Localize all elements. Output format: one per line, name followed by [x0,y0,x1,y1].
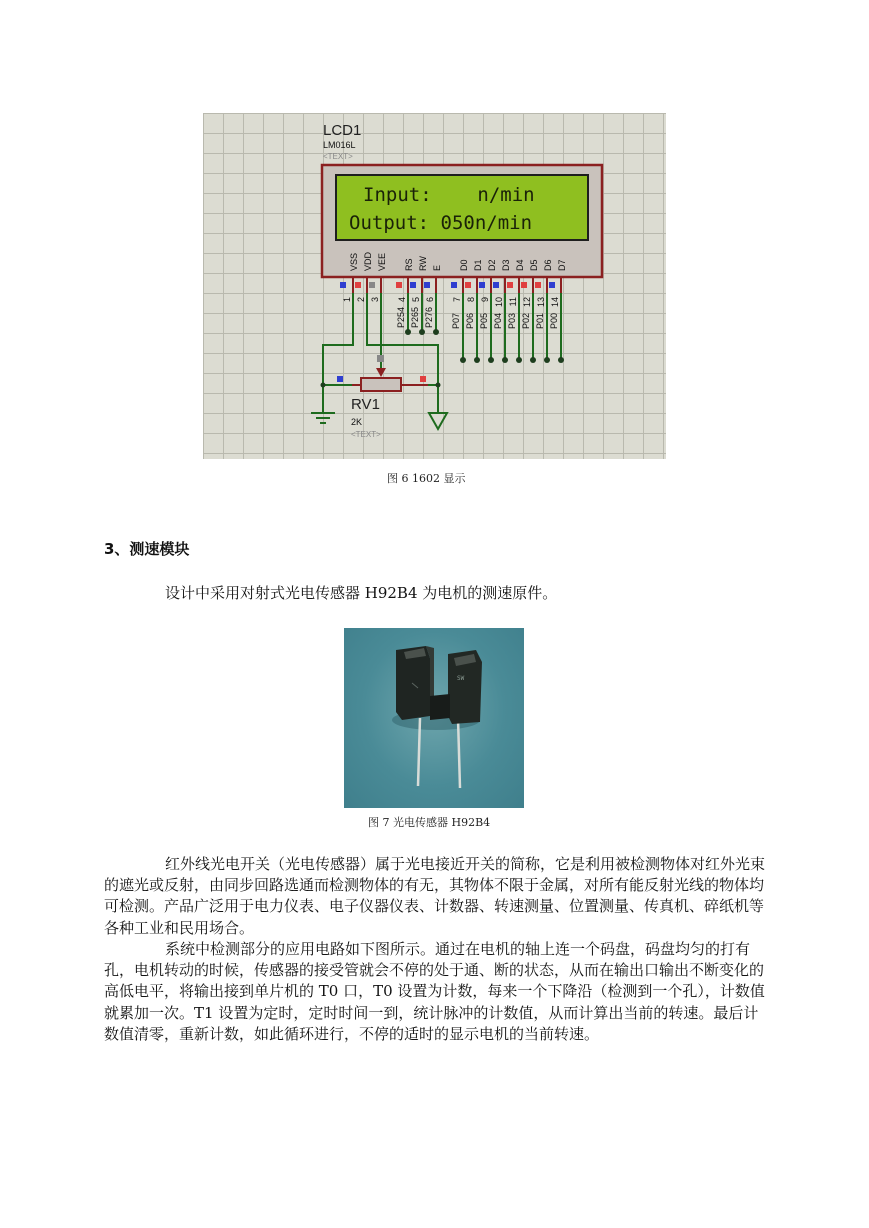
pin-number: 4 [397,297,407,303]
port-label: P05 [479,312,489,329]
lcd-text-tag: <TEXT> [323,152,353,161]
paragraph-1: 红外线光电开关（光电传感器）属于光电接近开关的简称，它是利用被检测物体对红外光束的遮光或反射，由同步回路选通而检测物体的有无，其物体不限于金属，对所有能反射光线的物体均可检测。产品广泛用于电力仪表、电子仪器仪表、计数器、转速测量、位置测量、传真机、碎纸机等各种工业和民用场合。 [104,855,766,937]
sensor-photo [344,628,524,808]
pin-label: D5 [529,259,539,271]
pot-wiper-marker [377,355,384,362]
pin-number: 14 [550,297,560,308]
pin-number-group [342,297,560,307]
figure-6-caption: 图 6 1602 显示 [387,472,466,485]
port-label: P276 [424,306,434,328]
port-label: P265 [410,306,420,328]
lcd-schematic-figure [203,113,666,459]
pin-label: D6 [543,259,553,271]
lcd-model: LM016L [323,140,356,150]
pin-number: 13 [536,297,546,308]
pin-number: 6 [425,297,435,303]
svg-text:SW: SW [457,675,465,682]
paragraph-2: 系统中检测部分的应用电路如下图所示。通过在电机的轴上连一个码盘，码盘均匀的打有孔，电机转动的时候，传感器的接受管就会不停的处于通、断的状态，从而在输出口输出不断变化的高低电平，将输出接到单片机的 T0 口，T0 设置为计数，每来一个下降沿（检测到一个孔），计数值就累加一次。T1 设置为定时，定时时间一到，统计脉冲的计数值，从而计算出当前的转速。最后计数值清零，重新计数，如此循环进行，不停的适时的显示电机的当前转速。 [104,940,765,1043]
pot-body [361,378,401,391]
port-label: P04 [493,312,503,329]
pin-state-markers [340,282,555,288]
pin-label: D1 [473,259,483,271]
pin-number: 7 [452,297,462,303]
pot-value: 2K [351,417,363,427]
pin-number: 12 [522,297,532,308]
ground-triangle-icon [429,413,447,429]
pin-label: RS [404,258,414,271]
port-label: P02 [521,312,531,329]
port-label: P01 [535,312,545,329]
pin-label: D2 [487,259,497,271]
pin-label: VEE [377,252,387,271]
pin-number: 10 [494,297,504,308]
port-label: P254 [396,306,406,328]
lcd-schematic [203,113,666,459]
figure-7-caption: 图 7 光电传感器 H92B4 [368,816,491,829]
pin-label: D7 [557,259,567,271]
port-label: P07 [451,312,461,329]
pot-wiper-arrow [376,368,386,377]
pin-state-marker [337,376,343,382]
section-heading: 3、测速模块 [104,540,190,558]
pin-label: RW [418,256,428,271]
pin-number: 8 [466,297,476,303]
port-label: P03 [507,312,517,329]
ground-icon [311,413,335,423]
pin-number: 5 [411,297,421,303]
pin-state-marker [420,376,426,382]
wires [323,293,561,413]
port-label: P06 [465,312,475,329]
lcd-name: LCD1 [323,122,362,139]
pot-name: RV1 [351,396,380,413]
pin-label: D4 [515,259,525,271]
pin-label: D0 [459,259,469,271]
pot-text-tag: <TEXT> [351,430,381,439]
pin-number: 9 [480,297,490,303]
pin-number: 2 [356,297,366,303]
lcd-line-1: Input: n/min [363,184,535,206]
pin-label: D3 [501,259,511,271]
pin-label: VSS [349,252,359,271]
section-intro: 设计中采用对射式光电传感器 H92B4 为电机的测速原件。 [165,584,558,602]
pin-number: 3 [370,297,380,303]
pin-label: E [432,264,442,271]
pin-number: 11 [508,297,518,307]
pin-number: 1 [342,297,352,303]
lcd-line-2: Output: 050n/min [349,212,533,234]
port-label: P00 [549,312,559,329]
pin-label: VDD [363,251,373,271]
sensor-illustration [344,628,524,808]
wire-junctions [321,329,565,388]
